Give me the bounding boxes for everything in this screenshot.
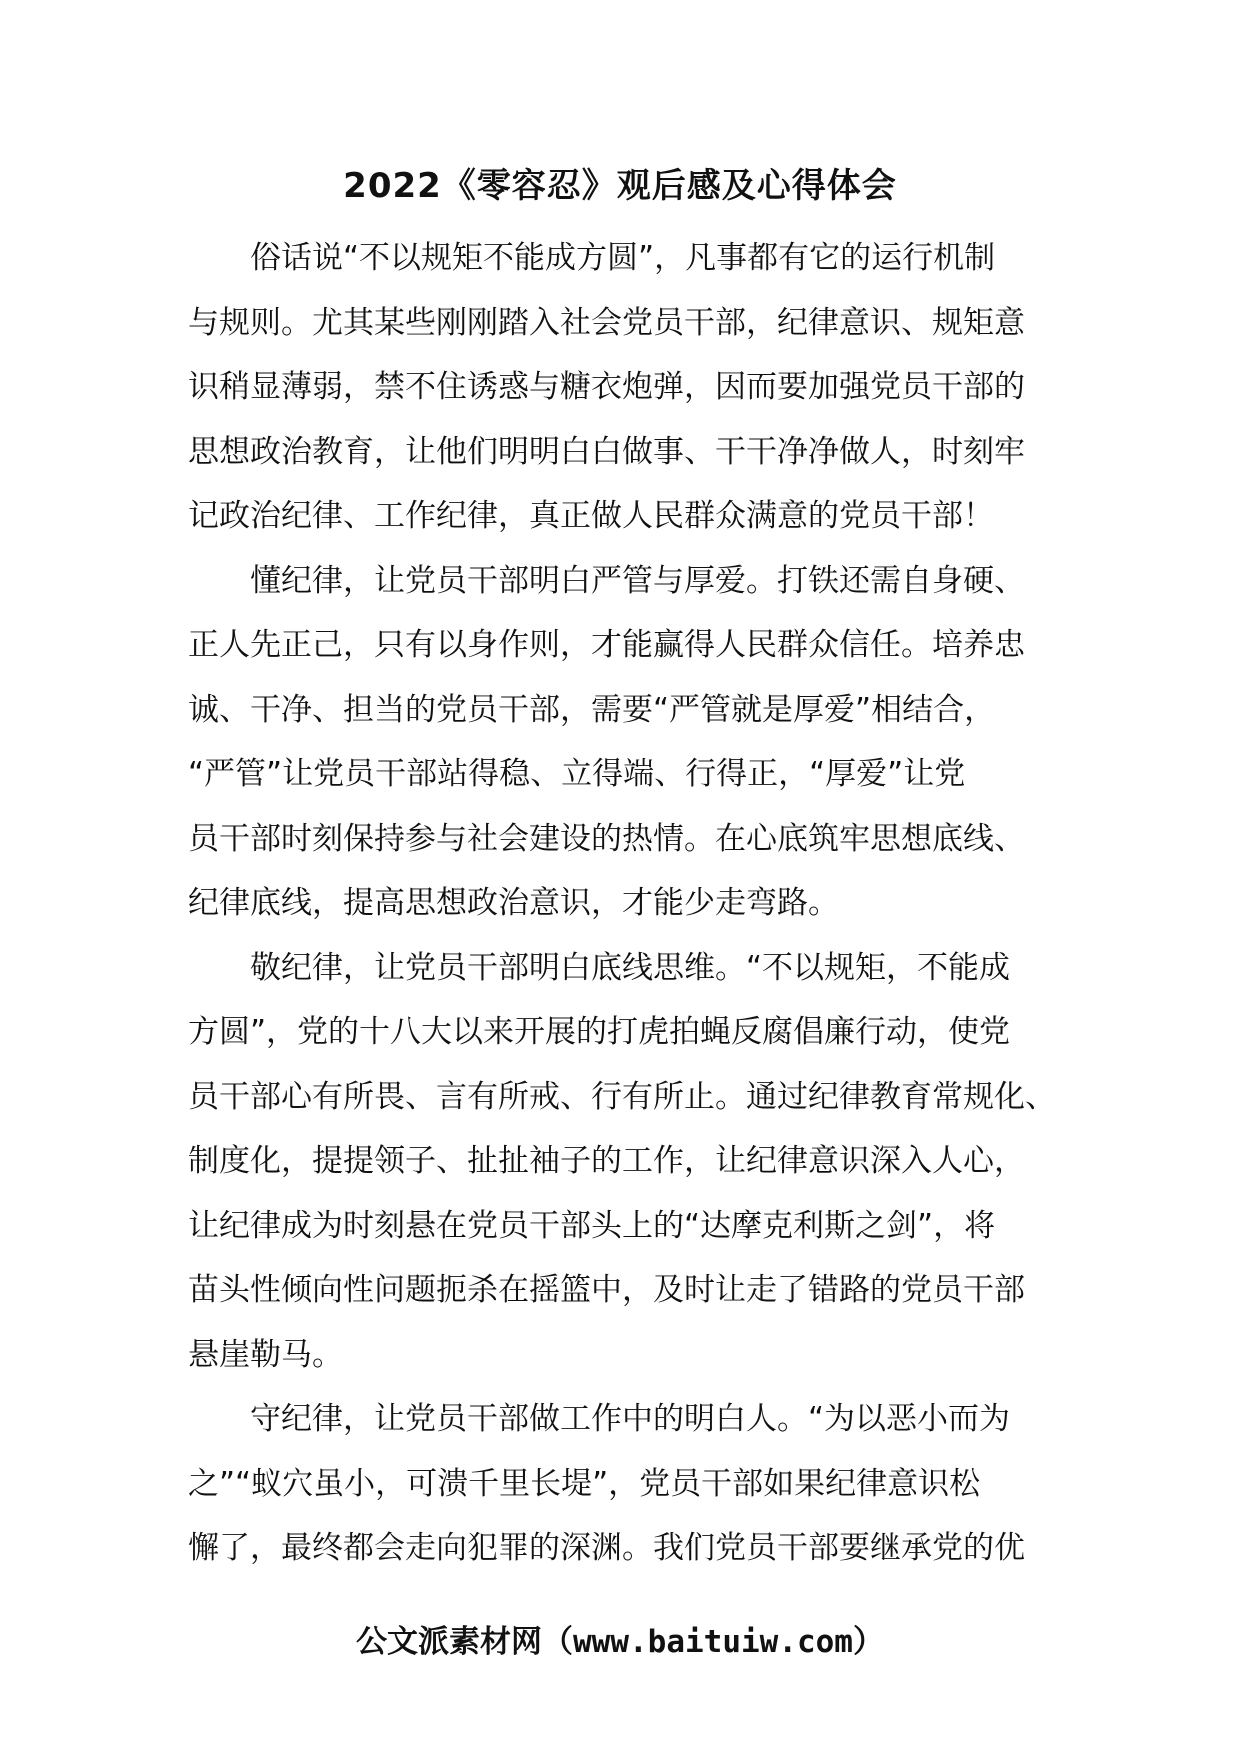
- text-line: 识稍显薄弱，禁不住诱惑与糖衣炮弹，因而要加强党员干部的: [188, 369, 1025, 405]
- text-line: 纪律底线，提高思想政治意识，才能少走弯路。: [188, 885, 839, 921]
- text-line: 让纪律成为时刻悬在党员干部头上的“达摩克利斯之剑”，将: [188, 1207, 996, 1244]
- text-line: 悬崖勒马。: [188, 1336, 343, 1373]
- text-line: 俗话说“不以规矩不能成方圆”，凡事都有它的运行机制: [250, 240, 996, 276]
- text-line: “严管”让党员干部站得稳、立得端、行得正，“厚爱”让党: [188, 756, 966, 792]
- footer-watermark: [0, 1620, 1240, 1664]
- footer-url: www.baituiw.com: [573, 1624, 853, 1660]
- text-line: 守纪律，让党员干部做工作中的明白人。“为以恶小而为: [250, 1401, 1011, 1437]
- text-line: 制度化，提提领子、扯扯袖子的工作，让纪律意识深入人心，: [188, 1143, 1025, 1179]
- text-line: 员干部时刻保持参与社会建设的热情。在心底筑牢思想底线、: [188, 820, 1025, 857]
- text-line: 与规则。尤其某些刚刚踏入社会党员干部，纪律意识、规矩意: [188, 304, 1025, 341]
- text-line: 诚、干净、担当的党员干部，需要“严管就是厚爱”相结合，: [188, 691, 996, 728]
- footer-close-paren: ）: [852, 1624, 884, 1660]
- text-line: 方圆”，党的十八大以来开展的打虎拍蝇反腐倡廉行动，使党: [188, 1014, 1011, 1050]
- text-line: 记政治纪律、工作纪律，真正做人民群众满意的党员干部！: [188, 498, 994, 534]
- text-line: 思想政治教育，让他们明明白白做事、干干净净做人，时刻牢: [188, 433, 1025, 470]
- footer-site-name: 公文派素材网（: [356, 1624, 574, 1660]
- document-title: 2022《零容忍》观后感及心得体会: [343, 166, 897, 206]
- text-line: 之”“蚁穴虽小，可溃千里长堤”，党员干部如果纪律意识松: [188, 1465, 981, 1502]
- text-line: 敬纪律，让党员干部明白底线思维。“不以规矩，不能成: [250, 949, 1011, 986]
- text-line: 员干部心有所畏、言有所戒、行有所止。通过纪律教育常规化、: [188, 1078, 1056, 1115]
- text-line: 苗头性倾向性问题扼杀在摇篮中，及时让走了错路的党员干部: [188, 1272, 1025, 1308]
- text-line: 懂纪律，让党员干部明白严管与厚爱。打铁还需自身硬、: [250, 562, 1025, 599]
- text-line: 懈了，最终都会走向犯罪的深渊。我们党员干部要继承党的优: [188, 1530, 1025, 1566]
- text-line: 正人先正己，只有以身作则，才能赢得人民群众信任。培养忠: [188, 627, 1025, 663]
- document-body: [188, 226, 1058, 1581]
